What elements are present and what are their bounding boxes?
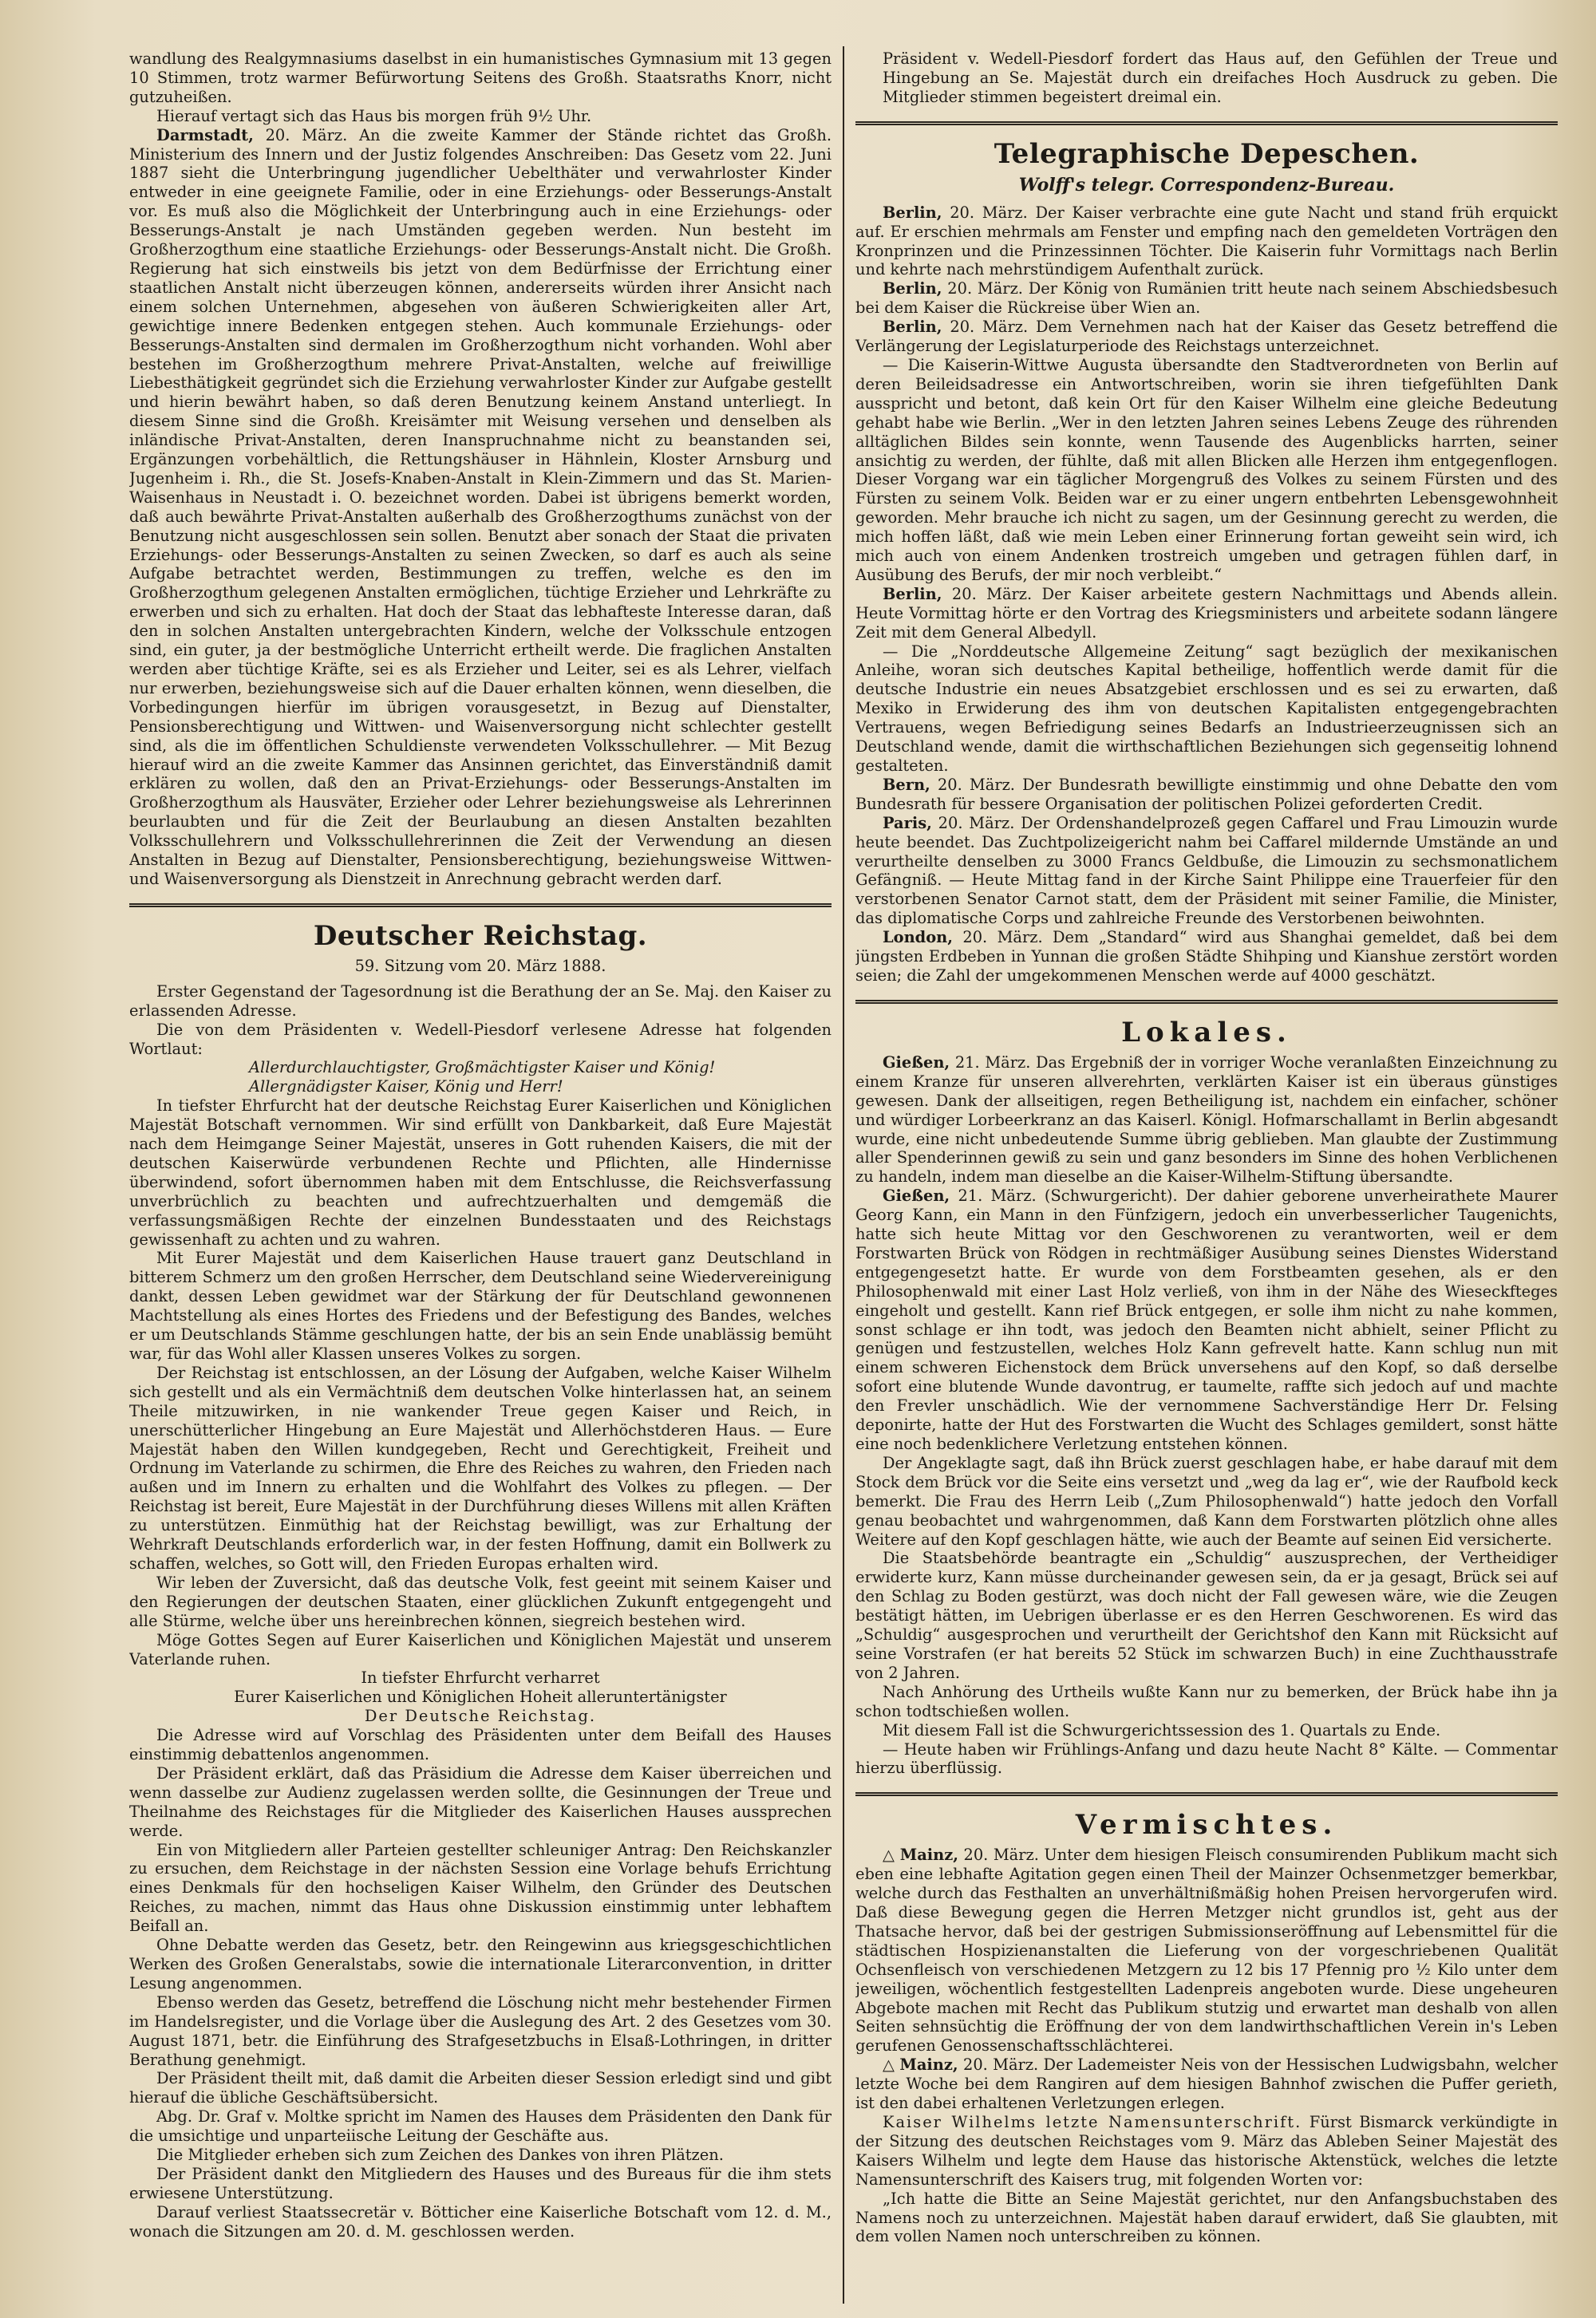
dispatch-text: 20. März. Dem Vernehmen nach hat der Kaiser das Gesetz betreffend die Verlängerung der Legislaturperiode des Reichstags unterzeichnet. bbox=[855, 318, 1558, 356]
local-place: Gießen, bbox=[883, 1187, 950, 1206]
right-column bbox=[855, 49, 1558, 2299]
dispatch-text: 20. März. Der Ordenshandelprozeß gegen Caffarel und Frau Limouzin wurde heute beendet. Das Zuchtpolizeigericht nahm bei Caffarel mildernde Umstände an und verurtheilte denselben zu 3000 Francs Geldbuße, die Limouzin zu sechsmonatlichem Gefängniß. — Heute Mittag fand in der Kirche Saint Philippe eine Trauerfeier für den verstorbenen Senator Carnot statt, dem der Präsident mit seiner Familie, die Minister, das diplomatische Corps und zahlreiche Freunde des Verstorbenen beiwohnten. bbox=[855, 813, 1558, 928]
dispatch-text: 20. März. Der Kaiser arbeitete gestern Nachmittags und Abends allein. Heute Vormittag hörte er den Vortrag des Kriegsministers und arbeitete sodann längere Zeit mit dem General Albedyll. bbox=[855, 584, 1558, 642]
reichstag-paragraph: Ohne Debatte werden das Gesetz, betr. den Reingewinn aus kriegsgeschichtlichen Werken des Großen Generalstabs, sowie die internationale Literarconvention, in dritter Lesung angenommen. bbox=[129, 1936, 832, 1992]
adjournment-note: Hierauf vertagt sich das Haus bis morgen früh 9½ Uhr. bbox=[156, 106, 592, 125]
dispatch-place: Paris, bbox=[883, 813, 932, 832]
local-news bbox=[855, 1187, 1558, 1454]
darmstadt-date: 20. März. bbox=[265, 125, 348, 144]
dispatch-place: London, bbox=[883, 928, 954, 947]
reichstag-paragraph: Der Präsident erklärt, daß das Präsidium die Adresse dem Kaiser überreichen und wenn dasselbe zur Audienz zugelassen werden sollte, die Gesinnungen der Treue und Theilnahme des Reichstages für die Mitglieder des Kaiserlichen Hauses aussprechen werde. bbox=[129, 1763, 832, 1840]
address-salutation: Allergnädigster Kaiser, König und Herr! bbox=[249, 1077, 563, 1096]
address-closing: In tiefster Ehrfurcht verharret bbox=[361, 1668, 600, 1688]
misc-news: △ Mainz, 20. März. Der Lademeister Neis von der Hessischen Ludwigsbahn, welcher letzte Woche bei dem Rangiren auf dem hiesigen Bahnhof zwischen die Puffer gerieth, ist den dabei erhaltenen Verletzungen erlegen. bbox=[855, 2055, 1558, 2113]
reichstag-paragraph: Ebenso werden das Gesetz, betreffend die Löschung nicht mehr bestehender Firmen im Handelsregister, und die Vorlage über die Auslegung des Art. 2 des Gesetzes vom 30. August 1871, betr. die Einführung des Strafgesetzbuchs in Elsaß-Lothringen, in dritter Berathung genehmigt. bbox=[129, 1992, 832, 2069]
section-rule bbox=[855, 1792, 1558, 1796]
continued-paragraph: Präsident v. Wedell-Piesdorf fordert das Haus auf, den Gefühlen der Treue und Hingebung an Se. Majestät durch ein dreifaches Hoch Ausdruck zu geben. Die Mitglieder stimmen begeistert dreimal ein. bbox=[883, 49, 1558, 106]
vermischtes-heading: Vermischtes. bbox=[1075, 1809, 1338, 1842]
dispatch-place: Berlin, bbox=[883, 318, 942, 337]
dispatch-place: Berlin, bbox=[883, 584, 942, 603]
reichstag-paragraph: Darauf verliest Staatssecretär v. Bötticher eine Kaiserliche Botschaft vom 12. d. M., wonach die Sitzungen am 20. d. M. geschlossen werden. bbox=[129, 2202, 832, 2241]
misc-text: 20. März. Der Lademeister Neis von der Hessischen Ludwigsbahn, welcher letzte Woche bei dem Rangiren auf dem hiesigen Bahnhof zwischen die Puffer gerieth, ist den dabei erhaltenen Verletzungen erlegen. bbox=[855, 2055, 1558, 2113]
misc-news bbox=[855, 2113, 1558, 2190]
reichstag-paragraph: Ein von Mitgliedern aller Parteien gestellter schleuniger Antrag: Den Reichskanzler zu ersuchen, dem Reichstage in der nächsten Session eine Vorlage behufs Errichtung eines Denkmals für den hochseligen Kaiser Wilhelm, den Gründer des Deutschen Reiches, zu machen, nimmt das Haus ohne Diskussion einstimmig unter lebhaftem Beifall an. bbox=[129, 1840, 832, 1936]
reichstag-paragraph: Erster Gegenstand der Tagesordnung ist die Berathung der an Se. Maj. den Kaiser zu erlassenden Adresse. bbox=[129, 981, 832, 1020]
local-text: 21. März. (Schwurgericht). Der dahier geborene unverheirathete Maurer Georg Kann, ein Mann in den Fünfzigern, jedoch ein unverbesserlicher Taugenichts, hatte sich heute Mittag vor den Geschworenen zu verantworten, weil er dem Forstwarten Brück von Rödgen in rechtmäßiger Ausübung seines Dienstes Widerstand entgegengesetzt hatte. Er wurde von dem Forstbeamten gesehen, als er den Philosophenwald mit einer Last Holz verließ, von ihm in der Nähe des Wieseckfteges eingeholt und gestellt. Kann rief Brück entgegen, er solle ihm nicht zu nahe kommen, sonst schlage er ihn todt, was jedoch den Beamten nicht abhielt, seiner Pflicht zu genügen und festzustellen, welches Holz Kann gefrevelt hatte. Kann schlug nun mit einem schweren Eichenstock dem Brück unversehens auf den Kopf, so daß derselbe sofort eine blutende Wunde davontrug, er taumelte, raffte sich jedoch auf und machte den Frevler unschädlich. Wie der vernommene Sachverständige Herr Dr. Felsing deponirte, hatte der Hut des Forstwarten die Wucht des Schlages gemildert, sonst hätte eine noch bedenklichere Verletzung entstehen können. bbox=[855, 1187, 1558, 1453]
reichstag-heading: Deutscher Reichstag. bbox=[313, 919, 648, 952]
dispatch-place: Berlin, bbox=[883, 203, 942, 222]
reichstag-paragraph: Mit Eurer Majestät und dem Kaiserlichen Hause trauert ganz Deutschland in bitterem Schmerz um den großen Herrscher, dem Deutschland seine Wiedervereinigung dankt, dessen Leben gewidmet war der Stärkung der für Deutschland gewonnenen Machtstellung als eines Hortes des Friedens und der Befestigung des Bandes, welches er um Deutschlands Stämme geschlungen hatte, der bis an sein Ende unablässig bemüht war, für das Wohl aller Klassen unseres Volkes zu sorgen. bbox=[129, 1249, 832, 1363]
reichstag-paragraph: Abg. Dr. Graf v. Moltke spricht im Namen des Hauses dem Präsidenten den Dank für die umsichtige und unparteiische Leitung der Geschäfte aus. bbox=[129, 2107, 832, 2146]
section-rule bbox=[855, 1000, 1558, 1004]
local-paragraph: Nach Anhörung des Urtheils wußte Kann nur zu bemerken, der Brück habe ihn ja schon todtschießen wollen. bbox=[855, 1682, 1558, 1720]
address-salutation: Allerdurchlauchtigster, Großmächtigster Kaiser und König! bbox=[249, 1058, 716, 1077]
dispatch-place: Bern, bbox=[883, 775, 930, 794]
dispatch bbox=[855, 585, 1558, 642]
reichstag-paragraph: Der Reichstag ist entschlossen, an der Lösung der Aufgaben, welche Kaiser Wilhelm sich gestellt und als ein Vermächtniß dem deutschen Volke hinterlassen hat, an seinem Theile mitzuwirken, in nie wankender Treue gegen Kaiser und Reich, in unerschütterlicher Hingebung an Eure Majestät und Allerhöchstderen Haus. — Eure Majestät haben den Willen kundgegeben, Recht und Gerechtigkeit, Freiheit und Ordnung im Vaterlande zu schirmen, die Ehre des Reiches zu wahren, den Frieden nach außen und im Innern zu erhalten und die Wohlfahrt des Volkes zu pflegen. — Der Reichstag ist bereit, Eure Majestät in der Durchführung dieses Willens mit allen Kräften zu unterstützen. Einmüthig hat der Reichstag bewilligt, was zur Erhaltung der Wehrkraft Deutschlands erforderlich war, in der festen Hoffnung, damit ein Bollwerk zu schaffen, welches, so Gott will, den Frieden Europas erhalten wird. bbox=[129, 1363, 832, 1573]
dispatch-text: 20. März. Dem „Standard“ wird aus Shanghai gemeldet, daß bei dem jüngsten Erdbeben in Yunnan die großen Städte Shihping und Kianshue zerstört worden seien; die Zahl der umgekommenen Menschen werde auf 4000 geschätzt. bbox=[855, 928, 1558, 985]
misc-text: 20. März. Unter dem hiesigen Fleisch consumirenden Publikum macht sich eben eine lebhafte Agitation gegen einen Theil der Mainzer Ochsenmetzger bemerkbar, welche durch das Festhalten an unverhältnißmäßig hohen Preisen hervorgerufen wird. Daß diese Bewegung gegen die Herren Metzger nicht grundlos ist, geht aus der Thatsache hervor, daß bei der gestrigen Submissionseröffnung auf Lebensmittel für die städtischen Hospizienanstalten die Lieferung von der vorgeschriebenen Qualität Ochsenfleisch von verschiedenen Metzgern zu 12 bis 17 Pfennig pro ½ Kilo unter dem jeweiligen, wöchentlich festgestellten Ladenpreis angeboten wurde. Diese ungeheuren Abgebote machen mit Recht das Publikum stutzig und erwartet man deshalb von allen Seiten sehnsüchtig die Eröffnung der von dem landwirthschaftlichen Verein in's Leben gerufenen Genossenschaftsschlächterei. bbox=[855, 1846, 1558, 2055]
local-paragraph: Der Angeklagte sagt, daß ihn Brück zuerst geschlagen habe, er habe darauf mit dem Stock dem Brück vor die Seite eins versetzt und „weg da lag er“, wie der Raufbold keck bemerkt. Die Frau des Herrn Leib („Zum Philosophenwald“) hatte jedoch den Vorfall genau beobachtet und wahrgenommen, daß Kann dem Forstwarten plötzlich ohne alles Weitere auf den Kopf geschlagen hätte, wie auch der Beamte auf seinen Eid versicherte. bbox=[855, 1453, 1558, 1549]
dispatch-place: Berlin, bbox=[883, 279, 942, 298]
reichstag-paragraph: Der Präsident theilt mit, daß damit die Arbeiten dieser Session erledigt sind und gibt hierauf die übliche Geschäftsübersicht. bbox=[129, 2069, 832, 2107]
reichstag-paragraph: Möge Gottes Segen auf Eurer Kaiserlichen und Königlichen Majestät und unserem Vaterlande ruhen. bbox=[129, 1630, 832, 1668]
darmstadt-article bbox=[129, 126, 832, 889]
local-text: 21. März. Das Ergebniß der in vorriger Woche veranlaßten Einzeichnung zu einem Kranze für unseren allverehrten, verklärten Kaiser ist ein überaus günstiges gewesen. Dank der allseitigen, regen Betheiligung ist, nachdem ein einfacher, schöner und würdiger Lorbeerkranz an das Kaiserl. Königl. Hofmarschallamt in Berlin abgesandt wurde, eine nicht unbedeutende Summe übrig geblieben. Man glaubte der Zustimmung aller Spenderinnen gewiß zu sein und ganz besonders im Sinne des hohen Verblichenen zu handeln, indem man dieselbe an die Kaiser-Wilhelm-Stiftung übersandte. bbox=[855, 1052, 1558, 1187]
reichstag-paragraph: In tiefster Ehrfurcht hat der deutsche Reichstag Eurer Kaiserlichen und Königlichen Majestät Botschaft vernommen. Wir sind erfüllt von Dankbarkeit, daß Eure Majestät nach dem Heimgange Seiner Majestät, unseres in Gott ruhenden Kaisers, die mit der deutschen Kaiserwürde verbundenen Rechte und Pflichten, alle Hindernisse überwindend, sofort übernommen haben mit dem Entschlusse, die Reichsverfassung unverbrüchlich zu beachten und aufrechtzuerhalten und demgemäß die verfassungsmäßigen Rechte der einzelnen Bundesstaaten und des Reichstags gewissenhaft zu achten und zu wahren. bbox=[129, 1096, 832, 1249]
continued-paragraph: wandlung des Realgymnasiums daselbst in ein humanistisches Gymnasium mit 13 gegen 10 Stimmen, trotz warmer Befürwortung Seitens des Großh. Staatsraths Knorr, nicht gutzuheißen. bbox=[129, 49, 832, 106]
local-news bbox=[855, 1053, 1558, 1187]
reichstag-session: 59. Sitzung vom 20. März 1888. bbox=[354, 956, 606, 975]
reichstag-paragraph: Wir leben der Zuversicht, daß das deutsche Volk, fest geeint mit seinem Kaiser und den Regierungen der deutschen Staaten, einer glücklichen Zukunft entgegengeht und alle Stürme, welche über uns hereinbrechen können, siegreich bestehen wird. bbox=[129, 1573, 832, 1630]
telegraph-subheading: Wolff's telegr. Correspondenz-Bureau. bbox=[1018, 174, 1395, 195]
dispatch bbox=[855, 928, 1558, 985]
misc-quote: „Ich hatte die Bitte an Seine Majestät gerichtet, nur den Anfangsbuchstaben des Namens noch zu unterzeichnen. Majestät haben darauf erwidert, daß Sie glaubten, mit dem vollen Namen noch unterschreiben zu können. bbox=[855, 2189, 1558, 2246]
reichstag-paragraph: Die Mitglieder erheben sich zum Zeichen des Dankes von ihren Plätzen. bbox=[156, 2146, 724, 2165]
reichstag-paragraph: Die Adresse wird auf Vorschlag des Präsidenten unter dem Beifall des Hauses einstimmig debattenlos angenommen. bbox=[129, 1726, 832, 1764]
lokales-heading: Lokales. bbox=[1121, 1016, 1292, 1048]
dispatch bbox=[855, 814, 1558, 928]
misc-place: Mainz, bbox=[899, 2055, 958, 2075]
left-column bbox=[129, 49, 832, 2299]
local-paragraph: Die Staatsbehörde beantragte ein „Schuldig“ auszusprechen, der Vertheidiger erwiderte kurz, Kann müsse durcheinander gewesen sein, da er ja gesagt, Brück sei auf den Schlag zu Boden gestürzt, was doch nicht der Fall gewesen wäre, wie die Zeugen bestätigt hätten, im Uebrigen überlasse er es den Herren Geschworenen. Es wird das „Schuldig“ ausgesprochen und verurtheilt der Gerichtshof den Kann mit Rücksicht auf seine Vorstrafen (er hat bereits 52 Stück im schwarzen Buch) in eine Zuchthausstrafe von 2 Jahren. bbox=[855, 1549, 1558, 1682]
telegraph-heading: Telegraphische Depeschen. bbox=[994, 137, 1420, 170]
misc-text: Fürst Bismarck verkündigte in der Sitzung des deutschen Reichstages vom 9. März das Ableben Seiner Majestät des Kaisers Wilhelm und legte dem Hause das historische Aktenstück, welches die letzte Namensunterschrift des Kaisers trug, mit folgenden Worten vor: bbox=[855, 2113, 1558, 2189]
darmstadt-text: An die zweite Kammer der Stände richtet das Großh. Ministerium des Innern und der Justiz folgendes Anschreiben: Das Gesetz vom 22. Juni 1887 sieht die Unterbringung jugendlicher Uebelthäter und verwahrloster Kinder entweder in eine geeignete Familie, oder in eine Erziehungs- oder Besserungs-Anstalt vor. Es muß also die Möglichkeit der Unterbringung auch in eine Erziehungs- oder Besserungs-Anstalt je nach Umständen gegeben werden. Nun besteht im Großherzogthum eine staatliche Erziehungs- oder Besserungs-Anstalt nicht. Die Großh. Regierung hat sich einstweils bis jetzt von dem Bedürfnisse der Errichtung einer staatlichen Anstalt nicht überzeugen können, andererseits würden ihrer Ansicht nach einem solchen Unternehmen, abgesehen von äußeren Schwierigkeiten aller Art, gewichtige innere Bedenken entgegen stehen. Auch kommunale Erziehungs- oder Besserungs-Anstalten sind dermalen im Großherzogthum nicht vorhanden. Wohl aber bestehen im Großherzogthum mehrere Privat-Anstalten, welche auf freiwillige Liebesthätigkeit gegründet sich die Erziehung verwahrloster Kinder zur Aufgabe gestellt und hierin bewährt haben, so daß deren Benutzung keinem Anstand unterliegt. In diesem Sinne sind die Großh. Kreisämter mit Weisung versehen und denselben als inländische Privat-Anstalten, deren Inanspruchnahme nicht zu beanstanden sei, Ergänzungen vorbehältlich, die Rettungshäuser in Hähnlein, Kloster Arnsburg und Jugenheim i. Rh., die St. Josefs-Knaben-Anstalt in Klein-Zimmern und das St. Marien-Waisenhaus in Neustadt i. O. bezeichnet worden. Dabei ist übrigens bemerkt worden, daß auch bewährte Privat-Anstalten außerhalb des Großherzogthums zunächst von der Benutzung nicht ausgeschlossen sein sollen. Benutzt aber sonach der Staat die privaten Erziehungs- oder Besserungs-Anstalten zu seinen Zwecken, so darf es auch als seine Aufgabe betrachtet werden, Bestimmungen zu treffen, welche es den im Großherzogthum gelegenen Anstalten ermöglichen, tüchtige Erzieher und Lehrkräfte zu erwerben und sich zu erhalten. Hat doch der Staat das lebhafteste Interesse daran, daß den in solchen Anstalten untergebrachten Kindern, welche der Volksschule entzogen sind, ein guter, ja der bestmögliche Unterricht ertheilt werde. Die fraglichen Anstalten werden aber tüchtige Kräfte, sei es als Erzieher und Leiter, sei es als Lehrer, vielfach nur erwerben, beziehungsweise sich auf die Dauer erhalten können, wenn dieselben, die Vorbedingungen hierfür im übrigen vorausgesetzt, in Bezug auf Dienstalter, Pensionsberechtigung und Wittwen- und Waisenversorgung nicht schlechter gestellt sind, als die im öffentlichen Schuldienste verwendeten Volksschullehrer. — Mit Bezug hierauf wird an die zweite Kammer das Ansinnen gerichtet, das Einverständniß damit erklären zu wollen, daß den an Privat-Erziehungs- oder Besserungs-Anstalten im Großherzogthum als Hausväter, Erzieher oder Lehrer beziehungsweise als Lehrerinnen beurlaubten und für die Zeit der Beurlaubung an diesen Anstalten bezahlten Volksschullehrern und Volksschullehrerinnen die Zeit der Verwendung an diesen Anstalten in Bezug auf Dienstalter, Pensionsberechtigung, beziehungsweise Wittwen- und Waisenversorgung als Dienstzeit in Anrechnung gebracht werden darf. bbox=[129, 125, 832, 888]
misc-news: △ Mainz, 20. März. Unter dem hiesigen Fleisch consumirenden Publikum macht sich eben eine lebhafte Agitation gegen einen Theil der Mainzer Ochsenmetzger bemerkbar, welche durch das Festhalten an unverhältnißmäßig hohen Preisen hervorgerufen wird. Daß diese Bewegung gegen die Herren Metzger nicht grundlos ist, geht aus der Thatsache hervor, daß bei der gestrigen Submissionseröffnung auf Lebensmittel für die städtischen Hospizienanstalten die Lieferung von der vorgeschriebenen Qualität Ochsenfleisch von verschiedenen Metzgern zu 12 bis 17 Pfennig pro ½ Kilo unter dem jeweiligen, wöchentlich festgestellten Ladenpreis angeboten wurde. Diese ungeheuren Abgebote machen mit Recht das Publikum stutzig und erwartet man deshalb von allen Seiten sehnsüchtig die Eröffnung der von dem landwirthschaftlichen Verein in's Leben gerufenen Genossenschaftsschlächterei. bbox=[855, 1846, 1558, 2055]
section-rule bbox=[129, 903, 832, 907]
dispatch bbox=[855, 318, 1558, 356]
dispatch-text: 20. März. Der König von Rumänien tritt heute nach seinem Abschiedsbesuch bei dem Kaiser die Rückreise über Wien an. bbox=[855, 279, 1558, 318]
section-rule bbox=[855, 121, 1558, 125]
local-place: Gießen, bbox=[883, 1052, 950, 1072]
local-paragraph: — Heute haben wir Frühlings-Anfang und dazu heute Nacht 8° Kälte. — Commentar hierzu überflüssig. bbox=[855, 1739, 1558, 1778]
darmstadt-place: Darmstadt, bbox=[156, 125, 254, 144]
dispatch-paragraph: — Die „Norddeutsche Allgemeine Zeitung“ sagt bezüglich der mexikanischen Anleihe, woran sich deutsches Kapital betheilige, hoffentlich werde damit für die deutsche Industrie ein neues Absatzgebiet erschlossen und es sei zu erwarten, daß Mexiko in Erwiderung des ihm von deutschen Kapitalisten entgegengebrachten Vertrauens, wegen Befriedigung seines Bedarfs an Industrieerzeugnissen sich an Deutschland wende, damit die wirthschaftlichen Beziehungen sich gegenseitig lohnend gestalteten. bbox=[855, 642, 1558, 775]
dispatch-text: 20. März. Der Bundesrath bewilligte einstimmig und ohne Debatte den vom Bundesrath für bessere Organisation der politischen Polizei geforderten Credit. bbox=[855, 775, 1558, 813]
misc-heading: Kaiser Wilhelms letzte Namensunterschrift. bbox=[883, 2113, 1302, 2131]
dispatch-paragraph: — Die Kaiserin-Wittwe Augusta übersandte den Stadtverordneten von Berlin auf deren Beileidsadresse ein Antwortschreiben, worin sie ihren tiefgefühlten Dank ausspricht und betont, daß kein Ort für den Kaiser Wilhelm eine gleiche Bedeutung gehabt habe wie Berlin. „Wer in den letzten Jahren seines Lebens Zeuge des rührenden alltäglichen Bildes sein konnte, wenn Tausende des Augenblicks harrten, seiner ansichtig zu werden, der fühlte, daß mit allen Blicken alle Herzen ihm entgegenflogen. Dieser Vorgang war ein täglicher Morgengruß des Volkes zu seinem Fürsten und des Fürsten zu seinem Volk. Beiden war er zu einer ungern entbehrten Lebensgewohnheit geworden. Mehr brauche ich nicht zu sagen, um der Gesinnung gerecht zu werden, die mich hoffen läßt, daß wie mein Leben einer Erinnerung fortan geweiht sein wird, ich mich auch von einem Andenken trostreich umgeben und getragen fühlen darf, in Ausübung des Berufs, der mir noch verbleibt.“ bbox=[855, 355, 1558, 584]
dispatch bbox=[855, 279, 1558, 318]
local-paragraph: Mit diesem Fall ist die Schwurgerichtssession des 1. Quartals zu Ende. bbox=[883, 1720, 1441, 1739]
dispatch bbox=[855, 203, 1558, 280]
dispatch-text: 20. März. Der Kaiser verbrachte eine gute Nacht und stand früh erquickt auf. Er erschien mehrmals am Fenster und empfing nach den gemeldeten Vorträgen den Kronprinzen und die Prinzessinnen Töchter. Die Kaiserin fuhr Vormittags nach Berlin und kehrte nach mehrstündigem Aufenthalt zurück. bbox=[855, 203, 1558, 279]
reichstag-paragraph: Die von dem Präsidenten v. Wedell-Piesdorf verlesene Adresse hat folgenden Wortlaut: bbox=[129, 1020, 832, 1058]
address-signature: Der Deutsche Reichstag. bbox=[364, 1707, 597, 1726]
reichstag-paragraph: Der Präsident dankt den Mitgliedern des Hauses und des Bureaus für die ihm stets erwiesene Unterstützung. bbox=[129, 2164, 832, 2202]
dispatch bbox=[855, 776, 1558, 814]
address-closing: Eurer Kaiserlichen und Königlichen Hoheit alleruntertänigster bbox=[234, 1688, 727, 1707]
column-divider bbox=[843, 46, 844, 2304]
misc-place: Mainz, bbox=[899, 1846, 958, 1865]
